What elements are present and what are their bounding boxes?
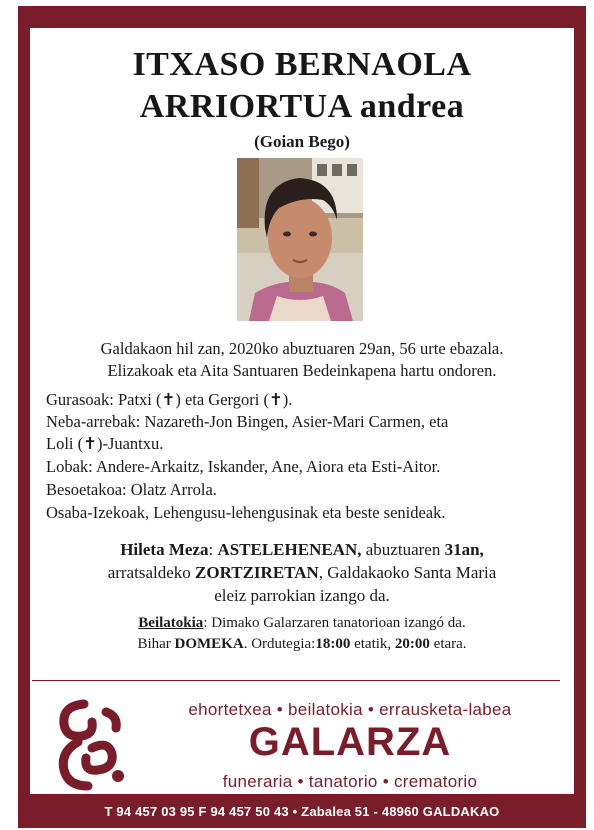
frame-border-left (18, 6, 30, 806)
rest-in-peace-line: (Goian Bego) (254, 132, 350, 151)
death-notice-line2: Elizakoak eta Aita Santuaren Bedeinkapena hartu ondoren. (107, 361, 497, 380)
godchild-row (46, 479, 566, 501)
funeral-mass-line3: eleiz parrokian izango da. (214, 586, 390, 605)
brand-name: GALARZA (248, 720, 452, 764)
deceased-name-line1: ITXASO BERNAOLA (132, 46, 472, 83)
godchild-label: Besoetakoa: (46, 480, 127, 499)
wake-line2 (30, 634, 574, 655)
siblings-text: Nazareth-Jon Bingen, Asier-Mari Carmen, eta (144, 412, 449, 431)
wake-line2-mid: . Ordutegia: (243, 636, 316, 652)
funeral-date-num: 31an, (444, 540, 484, 559)
services-basque: ehortetxea • beilatokia • errausketa-labea (188, 700, 512, 719)
wake-line2-pre: Bihar (137, 636, 175, 652)
siblings-row (46, 411, 566, 433)
contact-info: T 94 457 03 95 F 94 457 50 43 • Zabalea 51 - 48960 GALDAKAO (104, 803, 500, 819)
portrait-photo (237, 158, 363, 321)
parents-label: Gurasoak: (46, 390, 114, 409)
wake-end-time: 20:00 (394, 636, 430, 652)
death-notice-line1: Galdakaon hil zan, 2020ko abuztuaren 29an, 56 urte ebazala. (100, 339, 504, 358)
galarza-logo-icon (48, 692, 134, 792)
godchild-text: Olatz Arrola. (130, 480, 217, 499)
funeral-day: ASTELEHENEAN, (217, 540, 362, 559)
deceased-name-line2: ARRIORTUA andrea (139, 88, 465, 125)
funeral-mass-line2 (30, 561, 574, 584)
wake-start-time: 18:00 (315, 636, 351, 652)
parents-row (46, 389, 566, 411)
parents-text-c: ). (282, 390, 293, 409)
cross-icon: ✝ (161, 390, 176, 409)
divider (32, 680, 560, 681)
funeral-line2-pre: arratsaldeko (107, 563, 196, 582)
funeral-mass-block (30, 538, 574, 607)
funeral-mass-label: Hileta Meza (120, 540, 209, 559)
siblings-label: Neba-arrebak: (46, 412, 141, 431)
death-notice-text (30, 338, 574, 382)
contact-bar (18, 794, 586, 828)
frame-border-right (574, 6, 586, 806)
nephews-text: Andere-Arkaitz, Iskander, Ane, Aiora eta Esti-Aitor. (95, 457, 441, 476)
wake-line1-rest: : Dimako Galarzaren tanatorioan izangó da. (203, 615, 466, 631)
parents-text-a: Patxi ( (117, 390, 162, 409)
siblings-line2-a: Loli ( (46, 434, 84, 453)
other-relatives-row: Osaba-Izekoak, Lehengusu-lehengusinak eta beste senideak. (46, 503, 446, 522)
funeral-date-pre: abuztuaren (361, 540, 445, 559)
funeral-line2-post: , Galdakaoko Santa Maria (318, 563, 497, 582)
wake-line1 (30, 613, 574, 634)
wake-day: DOMEKA (174, 636, 244, 652)
notice-body (30, 28, 574, 794)
nephews-row (46, 456, 566, 478)
funeral-mass-line1 (30, 538, 574, 561)
siblings-line2-b: )-Juantxu. (96, 434, 164, 453)
nephews-label: Lobak: (46, 457, 93, 476)
funeral-colon: : (208, 540, 218, 559)
cross-icon: ✝ (83, 434, 97, 453)
wake-block (30, 613, 574, 655)
frame-border-top (18, 6, 586, 28)
funeral-time: ZORTZIRETAN (195, 563, 319, 582)
wake-post: etara. (429, 636, 467, 652)
wake-mid: etatik, (350, 636, 395, 652)
siblings-row-continued (46, 433, 566, 455)
services-spanish: funeraria • tanatorio • crematorio (222, 772, 478, 791)
cross-icon: ✝ (268, 390, 283, 409)
parents-text-b: ) eta Gergori ( (175, 390, 269, 409)
wake-label: Beilatokia (138, 615, 204, 631)
